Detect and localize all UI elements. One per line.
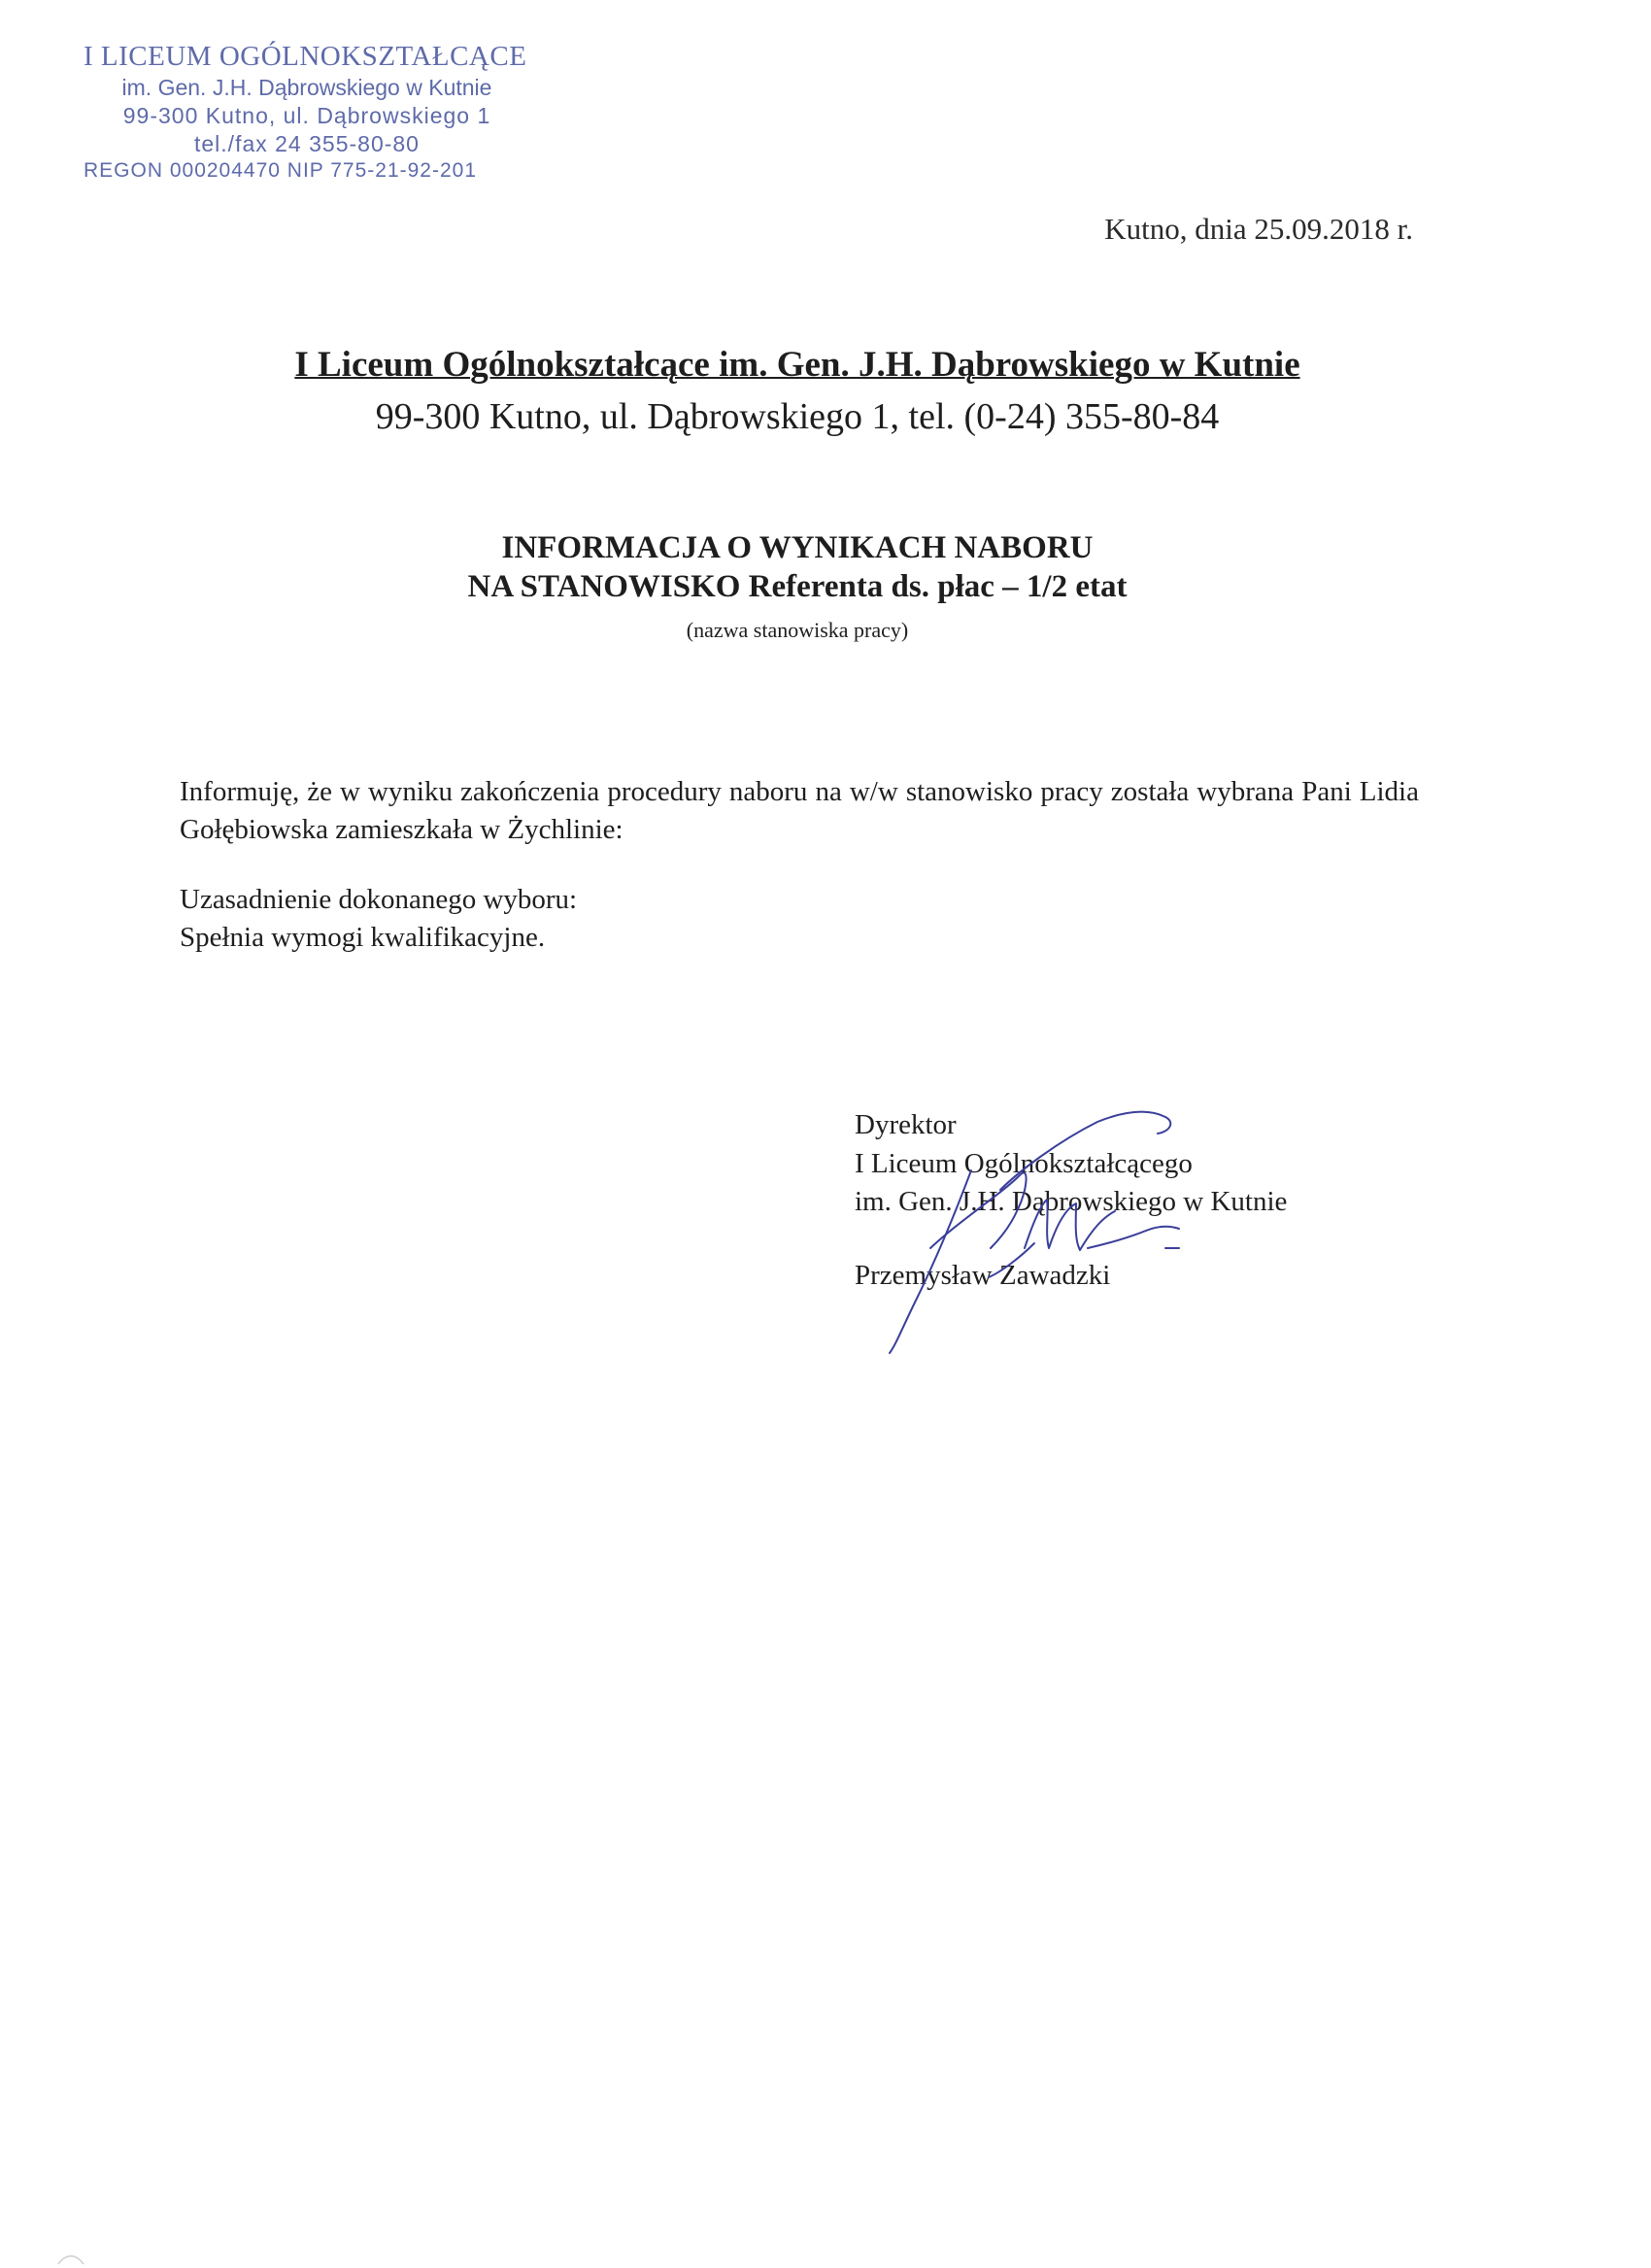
stamp-line-school: I LICEUM OGÓLNOKSZTAŁCĄCE — [84, 41, 527, 72]
stamp-line-ids: REGON 000204470 NIP 775-21-92-201 — [84, 158, 478, 182]
stamp-line-phone: tel./fax 24 355-80-80 — [194, 130, 420, 156]
school-address: 99-300 Kutno, ul. Dąbrowskiego 1, tel. (0-24) 355-80-84 — [375, 396, 1220, 437]
document-date: Kutno, dnia 25.09.2018 r. — [1104, 212, 1413, 246]
stamp-line-patron: im. Gen. J.H. Dąbrowskiego w Kutnie — [121, 75, 492, 101]
justification-label: Uzasadnienie dokonanego wyboru: — [180, 884, 578, 915]
scan-edge-mark — [56, 2251, 85, 2265]
signer-title: Dyrektor — [855, 1109, 957, 1140]
justification-section — [180, 881, 577, 957]
announcement-title — [180, 529, 1415, 606]
announcement-title-line1: INFORMACJA O WYNIKACH NABORU — [501, 530, 1094, 565]
position-note: (nazwa stanowiska pracy) — [686, 618, 909, 642]
school-name-heading: I Liceum Ogólnokształcące im. Gen. J.H. Dąbrowskiego w Kutnie — [294, 345, 1300, 385]
stamp-line-address: 99-300 Kutno, ul. Dąbrowskiego 1 — [122, 103, 491, 128]
result-paragraph: Informuję, że w wyniku zakończenia procedury naboru na w/w stanowisko pracy została wybrana Pani Lidia Gołębiowska zamieszkała w Żychlinie: — [180, 776, 1419, 846]
signature-block — [855, 1106, 1287, 1296]
justification-text: Spełnia wymogi kwalifikacyjne. — [180, 922, 546, 954]
announcement-title-line2: NA STANOWISKO Referenta ds. płac – 1/2 etat — [467, 568, 1128, 604]
signer-org-line2: im. Gen. J.H. Dąbrowskiego w Kutnie — [855, 1186, 1288, 1218]
signer-name: Przemysław Zawadzki — [855, 1260, 1111, 1292]
school-stamp — [84, 39, 530, 184]
signer-org-line1: I Liceum Ogólnokształcącego — [855, 1147, 1193, 1179]
